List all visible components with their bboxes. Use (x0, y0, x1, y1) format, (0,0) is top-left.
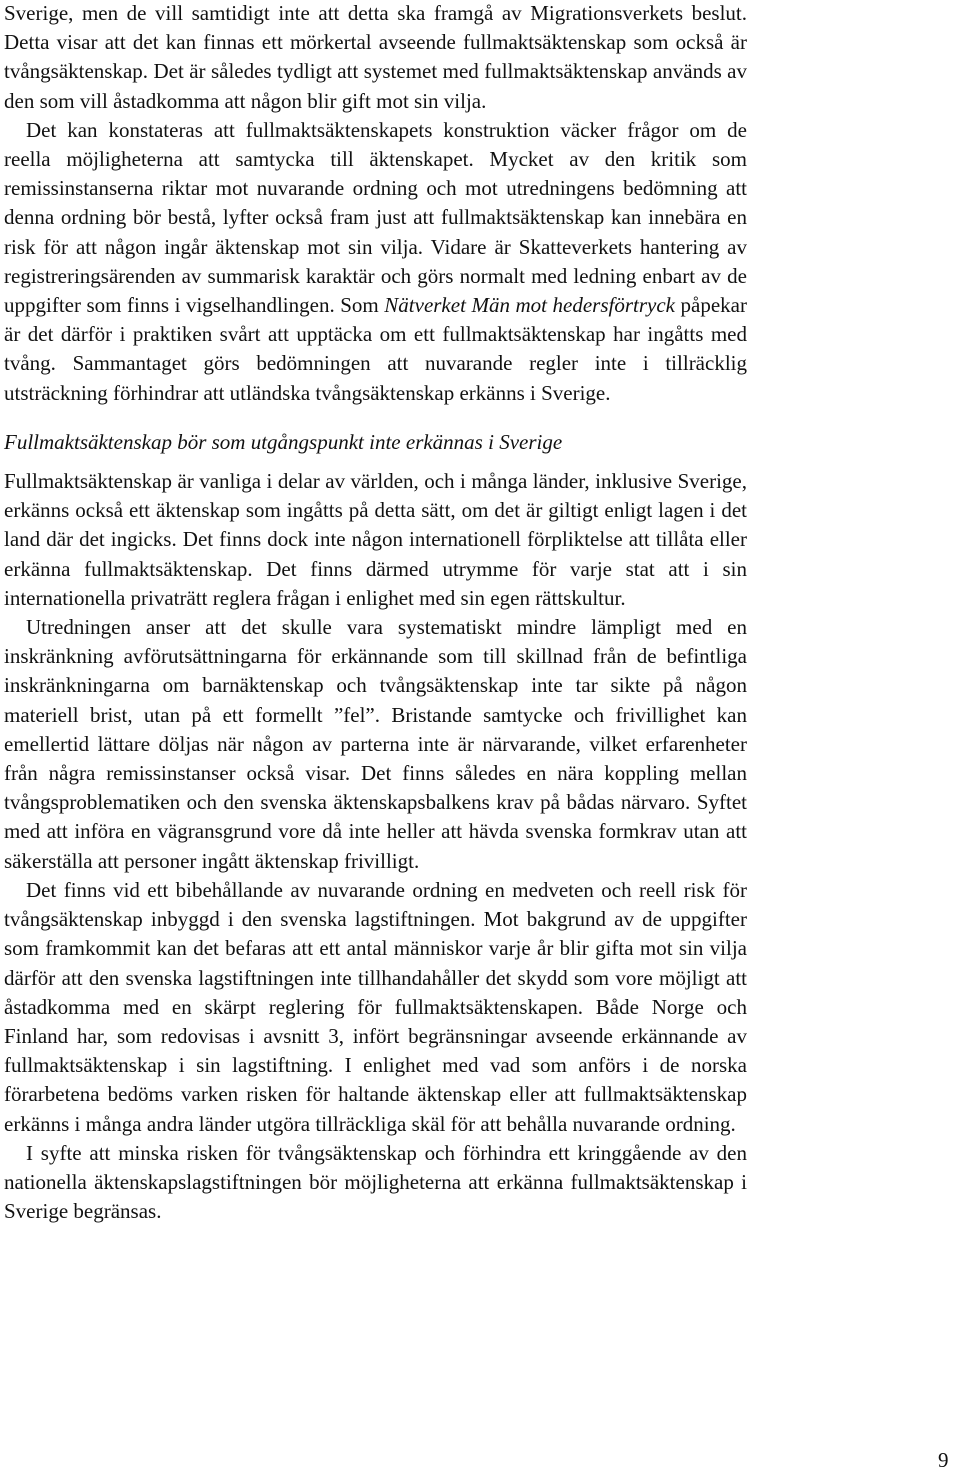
page-number: 9 (938, 1448, 949, 1472)
section-heading: Fullmaktsäktenskap bör som utgångspunkt inte erkännas i Sverige (4, 429, 563, 454)
paragraph-2 (4, 116, 747, 408)
paragraph-5: Det finns vid ett bibehållande av nuvarande ordning en medveten och reell risk för tvångsäktenskap inbyggd i den svenska lagstiftningen. Mot bakgrund av de uppgifter som framkommit kan det befaras att ett antal människor varje år blir gifta mot sin vilja därför att den svenska lagstiftningen inte tillhandahåller det skydd som vore möjligt att åstadkomma med en skärpt reglering för fullmaktsäktenskapen. Både Norge och Finland har, som redovisas i avsnitt 3, infört begränsningar avseende erkännande av fullmaktsäktenskap i sin lagstiftning. I enlighet med vad som anförs i de norska förarbetena bedöms varken risken för haltande äktenskap eller att fullmaktsäktenskap erkänns i många andra länder utgöra tillräckliga skäl för att behålla nuvarande ordning. (4, 877, 747, 1136)
paragraph-2-text-b: påpekar är det därför i praktiken svårt att upptäcka om ett fullmaktsäktenskap har ingåtts med tvång. Sammantaget görs bedömningen att nuvarande regler inte i tillräcklig utsträckning förhindrar att utländska tvångsäktenskap erkänns i Sverige. (4, 293, 747, 405)
paragraph-2-text-a: Det kan konstateras att fullmaktsäktenskapets konstruktion väcker frågor om de reella möjligheterna att samtycka till äktenskapet. Mycket av den kritik som remissinstanserna riktar mot nuvarande ordning och mot utredningens bedömning att denna ordning bör bestå, lyfter också fram just att fullmaktsäktenskap kan innebära en risk för att någon ingår äktenskap mot sin vilja. Vidare är Skatteverkets hantering av registreringsärenden av summarisk karaktär och görs normalt med ledning enbart av de uppgifter som finns i vigselhandlingen. Som (4, 117, 747, 318)
paragraph-1: Sverige, men de vill samtidigt inte att detta ska framgå av Migrationsverkets beslut. Detta visar att det kan finnas ett mörkertal avseende fullmaktsäktenskap som också är tvångsäktenskap. Det är således tydligt att systemet med fullmaktsäktenskap används av den som vill åstadkomma att någon blir gift mot sin vilja. (4, 1, 747, 113)
organization-name-italic: Nätverket Män mot hedersförtryck (384, 293, 675, 318)
paragraph-3: Fullmaktsäktenskap är vanliga i delar av världen, och i många länder, inklusive Sverige, erkänns också ett äktenskap som ingåtts på detta sätt, om det är giltigt enligt lagen i det land där det ingicks. Det finns dock inte någon internationell förpliktelse att tillåta eller erkänna fullmaktsäktenskap. Det finns därmed utrymme för varje stat att i sin internationella privaträtt reglera frågan i enlighet med sin egen rättskultur. (4, 469, 747, 610)
paragraph-6: I syfte att minska risken för tvångsäktenskap och förhindra ett kringgående av den nationella äktenskapslagstiftningen bör möjligheterna att erkänna fullmaktsäktenskap i Sverige begränsas. (4, 1140, 747, 1224)
document-body (4, 0, 747, 1226)
paragraph-4: Utredningen anser att det skulle vara systematiskt mindre lämpligt med en inskränkning avförutsättningarna för erkännande som till skillnad från de befintliga inskränkningarna om barnäktenskap och tvångsäktenskap inte tar sikte på någon materiell brist, utan på ett formellt ”fel”. Bristande samtycke och frivillighet kan emellertid lättare döljas när någon av parterna inte är närvarande, vilket erfarenheter från några remissinstanser också visar. Det finns således en nära koppling mellan tvångsproblematiken och den svenska äktenskapsbalkens krav på bådas närvaro. Syftet med att införa en vägransgrund vore då inte heller att hävda svenska formkrav utan att säkerställa att personer ingått äktenskap frivilligt. (4, 615, 747, 873)
